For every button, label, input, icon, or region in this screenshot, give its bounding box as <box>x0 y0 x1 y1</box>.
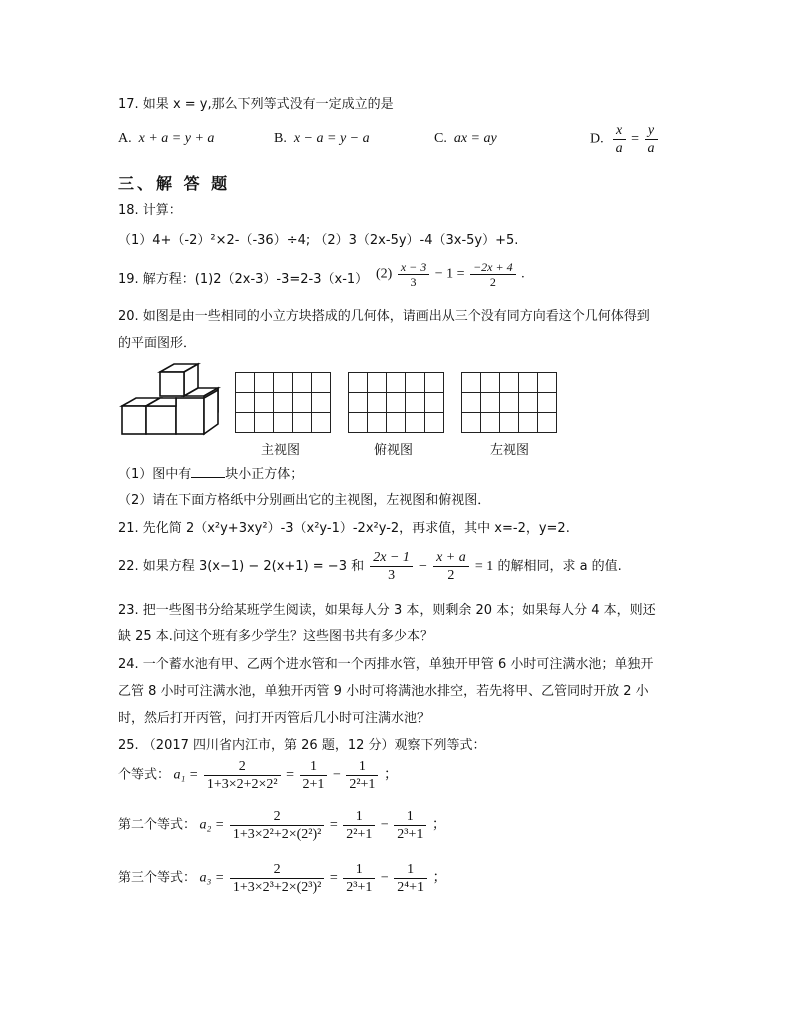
q18-title: 18. 计算： <box>118 203 182 218</box>
q22: 22. 如果方程 3(x−1) − 2(x+1) = −3 和 $\frac{2x - 1}{3}$ − $\frac{x + a}{2}$ = 1 的解相同，求 a 的值. <box>118 550 622 583</box>
q19-part2: (2) $\frac{x - 3}{3}$ − 1 = $\frac{-2x + 4}{2}$ . <box>376 260 525 289</box>
caption-front-view: 主视图 <box>261 443 301 458</box>
caption-top-view: 俯视图 <box>374 443 414 458</box>
q25-equation-2: 第二个等式： a₂ = $\frac{2}{\text{1+3×2²+2×(2²)²}}$ = $\frac{1}{\text{2²+1}}$ − $\frac{1}{\text{2³+1}}$ ； <box>118 809 446 842</box>
q17-option-d: D. $\frac{x}{a}$ = $\frac{y}{a}$ <box>590 122 660 157</box>
q20-line1: 20. 如图是由一些相同的小立方块搭成的几何体，请画出从三个没有同方向看这个几何体得到 <box>118 309 650 324</box>
q21: 21. 先化简 2（x²y+3xy²）-3（x²y-1）-2x²y-2，再求值，其中 x=-2，y=2. <box>118 521 570 536</box>
caption-left-view: 左视图 <box>490 443 530 458</box>
top-view-grid[interactable] <box>348 372 444 433</box>
q25-intro: 25. （2017 四川省内江市，第 26 题，12 分）观察下列等式： <box>118 738 486 753</box>
q24-line2: 乙管 8 小时可注满水池，单独开丙管 9 小时可将满池水排空，若先将甲、乙管同时开放 2 小 <box>118 684 649 699</box>
q24-line1: 24. 一个蓄水池有甲、乙两个进水管和一个丙排水管，单独开甲管 6 小时可注满水池；单独开 <box>118 657 654 672</box>
left-view-grid[interactable] <box>461 372 557 433</box>
q18-line: （1）4+（-2）²×2-（-36）÷4; （2）3（2x-5y）-4（3x-5y）+5. <box>118 233 519 248</box>
front-view-grid[interactable] <box>235 372 331 433</box>
q24-line3: 时，然后打开丙管，问打开丙管后几小时可注满水池？ <box>118 711 431 726</box>
q17-option-a: A. x + a = y + a <box>118 131 215 146</box>
q25-equation-1: 个等式： a₁ = $\frac{2}{\text{1+3×2+2×2²}}$ = $\frac{1}{2+1}$ − $\frac{1}{\text{2²+1}}$ ； <box>118 759 398 792</box>
q17-stem: 17. 如果 x = y,那么下列等式没有一定成立的是 <box>118 97 394 112</box>
q17-option-c: C. ax = ay <box>434 131 497 146</box>
answer-blank[interactable] <box>191 465 225 478</box>
q23-line1: 23. 把一些图书分给某班学生阅读，如果每人分 3 本，则剩余 20 本；如果每人分 4 本，则还 <box>118 603 656 618</box>
q17-option-b: B. x − a = y − a <box>274 131 370 146</box>
q23-line2: 缺 25 本.问这个班有多少学生？这些图书共有多少本？ <box>118 629 433 644</box>
q19-part1: 19. 解方程：(1)2（2x-3）-3=2-3（x-1） <box>118 272 369 287</box>
q20-sub1: （1）图中有 块小正方体； <box>118 467 304 482</box>
q20-line2: 的平面图形． <box>118 336 197 351</box>
q20-sub2: （2）请在下面方格纸中分别画出它的主视图，左视图和俯视图． <box>118 493 491 508</box>
section-title: 三、解 答 题 <box>118 174 231 193</box>
cube-figure <box>118 362 224 440</box>
q25-equation-3: 第三个等式： a₃ = $\frac{2}{\text{1+3×2³+2×(2³)²}}$ = $\frac{1}{\text{2³+1}}$ − $\frac{1}{\text{2⁴+1}}$ ； <box>118 862 447 895</box>
